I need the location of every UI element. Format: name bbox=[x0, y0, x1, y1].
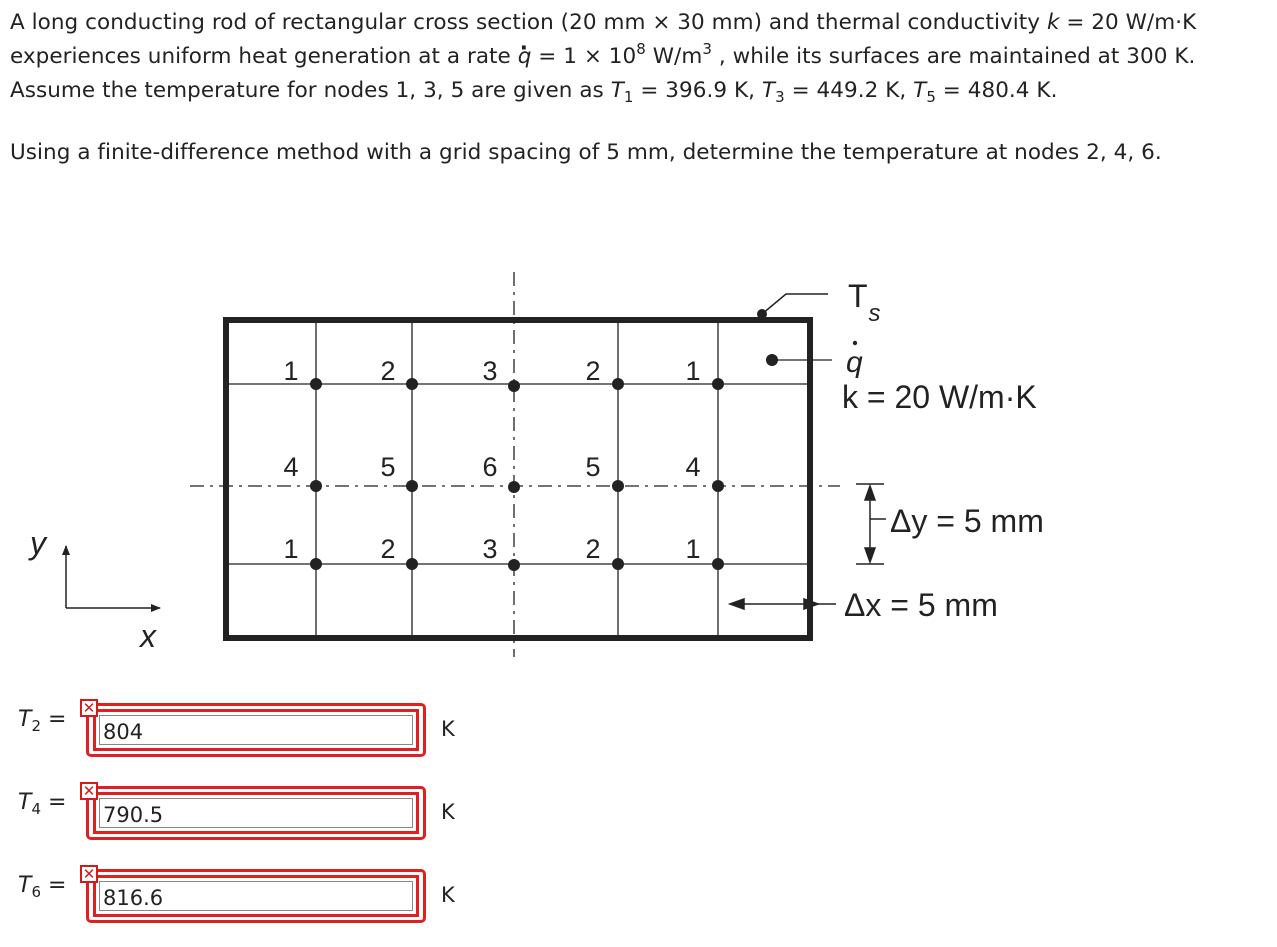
answer-field-frame bbox=[86, 869, 426, 923]
unit-label: K bbox=[441, 717, 455, 741]
answer-label: $T_2$ = bbox=[18, 707, 67, 735]
k-label: k = 20 W/m·K bbox=[842, 379, 1037, 415]
ts-label: $T_s$ bbox=[848, 278, 881, 327]
axes-indicator bbox=[66, 546, 160, 608]
node-label: 5 bbox=[585, 452, 601, 482]
node-label: 1 bbox=[283, 534, 299, 564]
answer-row-t4 bbox=[18, 782, 498, 846]
rod-boundary bbox=[226, 320, 810, 638]
x-mark-icon: ✕ bbox=[80, 699, 98, 717]
node-label: 3 bbox=[482, 534, 498, 564]
node-labels bbox=[283, 356, 700, 564]
dy-label: Δy = 5 mm bbox=[890, 503, 1044, 539]
node-label: 2 bbox=[380, 534, 396, 564]
rod-grid-figure bbox=[0, 262, 1277, 672]
answer-field-frame bbox=[86, 786, 426, 840]
node-label: 2 bbox=[585, 356, 601, 386]
t6-input[interactable] bbox=[99, 881, 413, 911]
node-label: 4 bbox=[283, 452, 299, 482]
answer-row-t2 bbox=[18, 699, 498, 763]
ts-leader bbox=[762, 294, 828, 314]
answer-label: $T_6$ = bbox=[18, 873, 67, 901]
unit-label: K bbox=[441, 883, 455, 907]
node-label: 2 bbox=[380, 356, 396, 386]
answer-row-t6 bbox=[18, 865, 498, 929]
problem-paragraph-2: Using a finite-difference method with a grid spacing of 5 mm, determine the temperature at nodes 2, 4, 6. bbox=[10, 140, 1162, 165]
x-mark-icon: ✕ bbox=[80, 865, 98, 883]
grid-lines bbox=[226, 322, 810, 637]
node-points bbox=[310, 309, 778, 571]
answer-field-frame bbox=[86, 703, 426, 757]
dx-dimension bbox=[730, 599, 836, 609]
problem-statement bbox=[10, 6, 1270, 168]
y-axis-label: y bbox=[30, 525, 46, 561]
node-label: 1 bbox=[283, 356, 299, 386]
node-label: 3 bbox=[482, 356, 498, 386]
q-dot-symbol: · q bbox=[518, 44, 532, 69]
problem-paragraph-1: A long conducting rod of rectangular cross section (20 mm × 30 mm) and thermal conductivity k = 20 W/m·K experiences uniform heat generation at a rate · $q = 1 \times 10^8$ $W/m^3$ , while its surfaces are maintained at 300 K. Assume the temperature for nodes 1, 3, 5 are given as $T_1 = 396.9$ K, $T_3 = 449.2$ K, $T_5 = 480.4$ K. bbox=[10, 6, 1270, 108]
k-symbol: k bbox=[1046, 10, 1060, 35]
answer-label: $T_4$ = bbox=[18, 790, 67, 818]
x-axis-label: x bbox=[140, 618, 156, 654]
node-label: 4 bbox=[685, 452, 701, 482]
q-dot-label: q bbox=[846, 346, 863, 379]
node-label: 6 bbox=[482, 452, 498, 482]
node-label: 2 bbox=[585, 534, 601, 564]
t4-input[interactable] bbox=[99, 798, 413, 828]
node-label: 5 bbox=[380, 452, 396, 482]
unit-label: K bbox=[441, 800, 455, 824]
dy-dimension bbox=[856, 484, 886, 564]
dx-label: Δx = 5 mm bbox=[844, 587, 998, 623]
t2-input[interactable] bbox=[99, 715, 413, 745]
node-label: 1 bbox=[685, 534, 701, 564]
q-dot-mark bbox=[853, 341, 857, 345]
x-mark-icon: ✕ bbox=[80, 782, 98, 800]
node-label: 1 bbox=[685, 356, 701, 386]
